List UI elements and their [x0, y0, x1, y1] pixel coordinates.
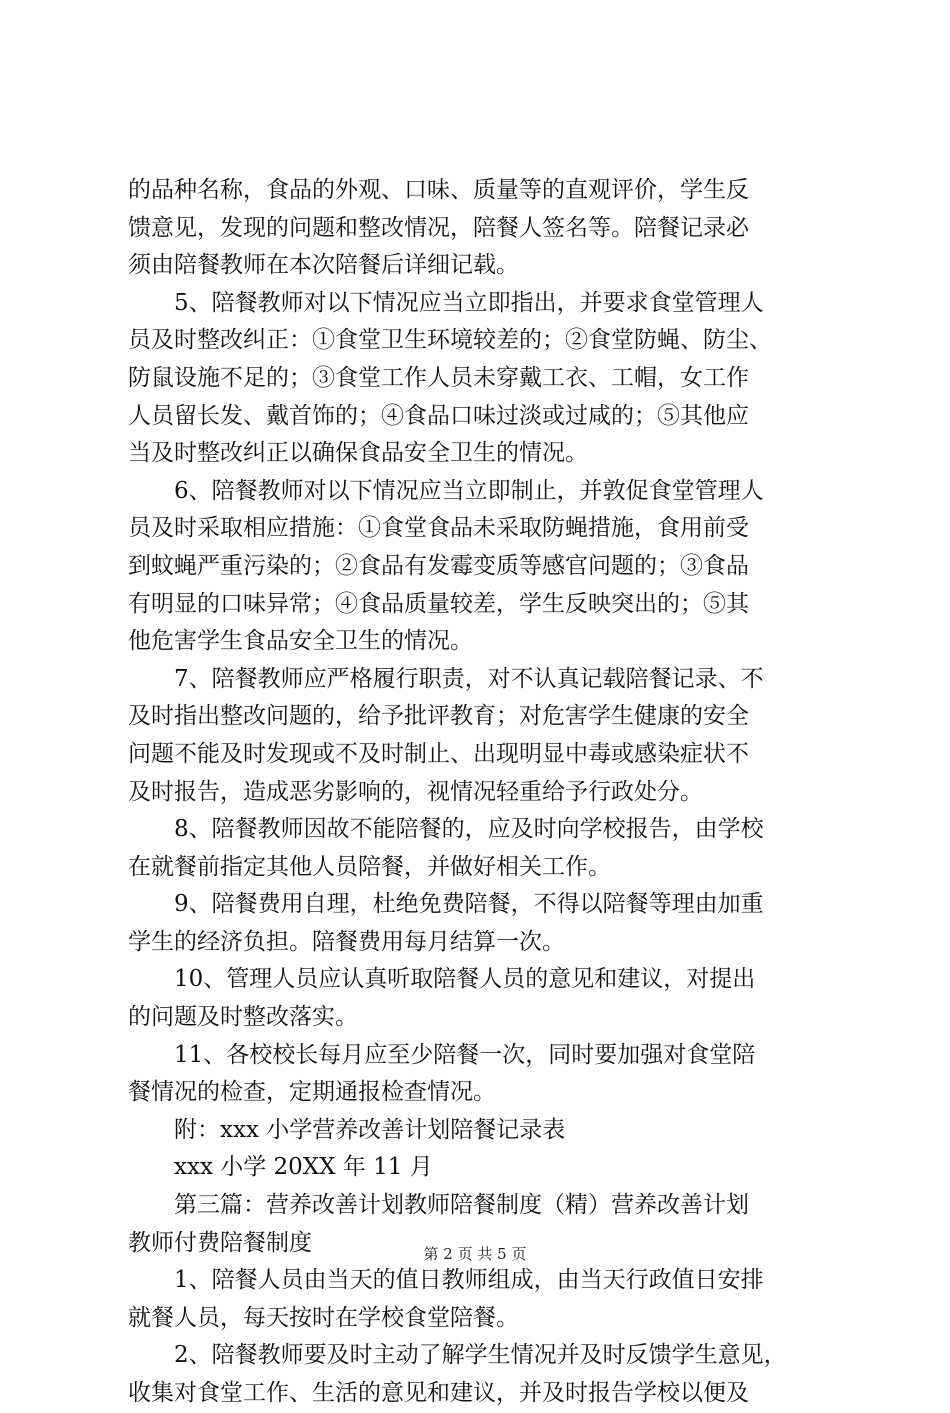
text-line: 员及时采取相应措施：①食堂食品未采取防蝇措施，食用前受	[128, 515, 749, 542]
text-line: 到蚊蝇严重污染的；②食品有发霉变质等感官问题的；③食品	[128, 552, 749, 579]
text-line: 11、各校校长每月应至少陪餐一次，同时要加强对食堂陪	[174, 1041, 756, 1068]
text-line: 第三篇：营养改善计划教师陪餐制度（精）营养改善计划	[174, 1192, 749, 1219]
text-line: 学生的经济负担。陪餐费用每月结算一次。	[128, 928, 565, 955]
text-line: 10、管理人员应认真听取陪餐人员的意见和建议，对提出	[174, 966, 756, 993]
text-line: 9、陪餐费用自理，杜绝免费陪餐，不得以陪餐等理由加重	[174, 891, 764, 918]
text-line: 附：xxx 小学营养改善计划陪餐记录表	[174, 1116, 566, 1143]
text-line: 人员留长发、戴首饰的；④食品口味过淡或过咸的；⑤其他应	[128, 402, 749, 429]
text-line: 馈意见，发现的问题和整改情况，陪餐人签名等。陪餐记录必	[128, 214, 749, 241]
text-line: 问题不能及时发现或不及时制止、出现明显中毒或感染症状不	[128, 740, 749, 767]
text-line: 在就餐前指定其他人员陪餐，并做好相关工作。	[128, 853, 611, 880]
text-line: 5、陪餐教师对以下情况应当立即指出，并要求食堂管理人	[174, 289, 764, 316]
text-line: 7、陪餐教师应严格履行职责，对不认真记载陪餐记录、不	[174, 665, 764, 692]
page-footer: 第 2 页 共 5 页	[423, 1245, 527, 1263]
text-line: 2、陪餐教师要及时主动了解学生情况并及时反馈学生意见，	[174, 1342, 787, 1369]
text-line: 6、陪餐教师对以下情况应当立即制止，并敦促食堂管理人	[174, 477, 764, 504]
document-body	[128, 172, 833, 1413]
text-line: 须由陪餐教师在本次陪餐后详细记载。	[128, 252, 519, 279]
text-line: 的品种名称，食品的外观、口味、质量等的直观评价，学生反	[128, 177, 749, 203]
text-line: xxx 小学 20XX 年 11 月	[174, 1154, 433, 1181]
text-line: 的问题及时整改落实。	[128, 1004, 358, 1031]
text-line: 有明显的口味异常；④食品质量较差，学生反映突出的；⑤其	[128, 590, 749, 617]
text-line: 他危害学生食品安全卫生的情况。	[128, 628, 473, 655]
text-line: 8、陪餐教师因故不能陪餐的，应及时向学校报告，由学校	[174, 816, 764, 843]
text-line: 就餐人员，每天按时在学校食堂陪餐。	[128, 1304, 519, 1331]
text-line: 及时指出整改问题的，给予批评教育；对危害学生健康的安全	[128, 703, 749, 730]
text-line: 当及时整改纠正以确保食品安全卫生的情况。	[128, 440, 588, 467]
text-line: 收集对食堂工作、生活的意见和建议，并及时报告学校以便及	[128, 1380, 749, 1406]
text-line: 防鼠设施不足的；③食堂工作人员未穿戴工衣、工帽，女工作	[128, 364, 749, 391]
text-line: 餐情况的检查，定期通报检查情况。	[128, 1079, 496, 1106]
text-line: 教师付费陪餐制度	[128, 1229, 312, 1256]
text-line: 及时报告，造成恶劣影响的，视情况轻重给予行政处分。	[128, 778, 703, 805]
text-line: 员及时整改纠正：①食堂卫生环境较差的；②食堂防蝇、防尘、	[128, 327, 772, 354]
text-line: 1、陪餐人员由当天的值日教师组成，由当天行政值日安排	[174, 1267, 764, 1294]
